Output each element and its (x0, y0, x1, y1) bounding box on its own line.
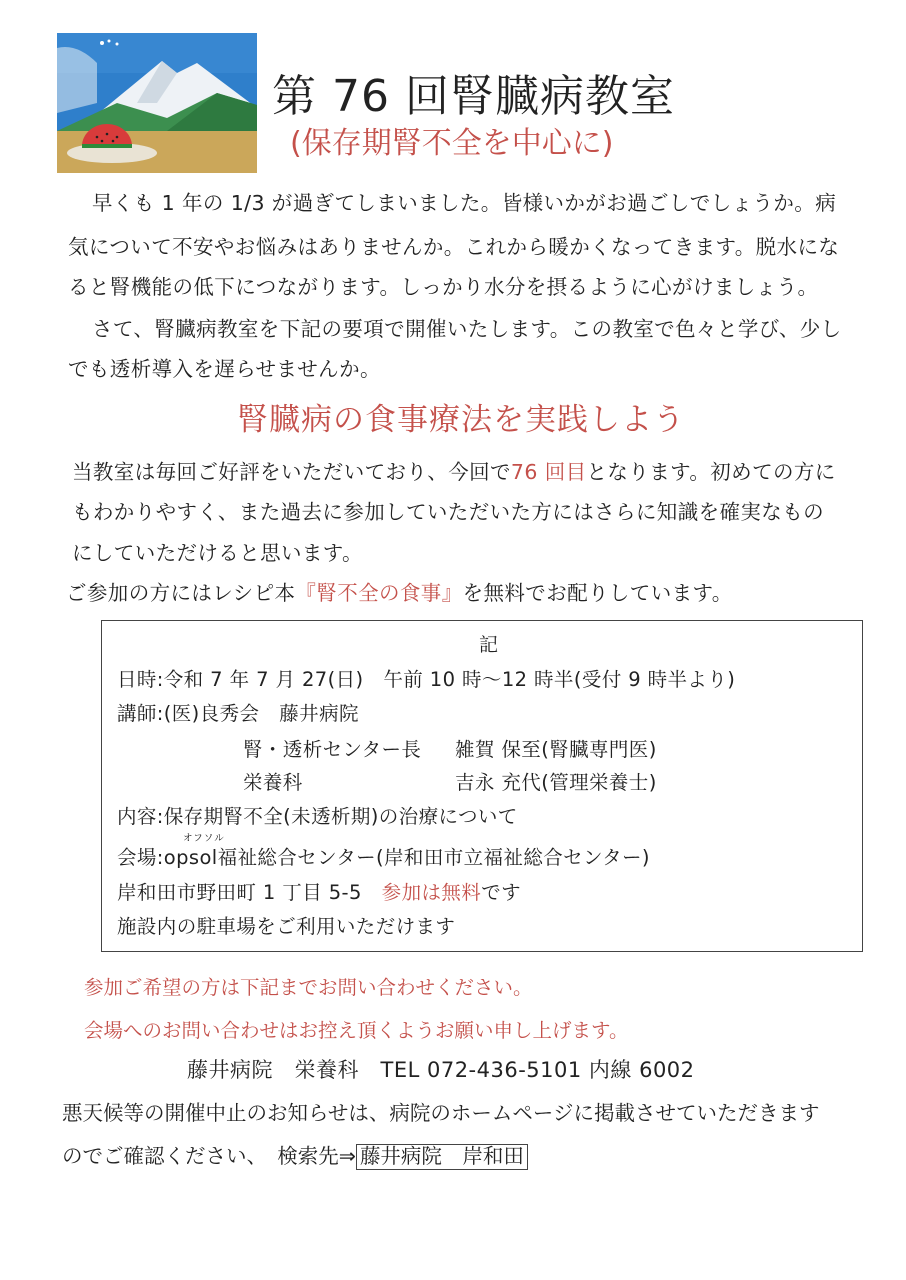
details-lecturer-org: 講師:(医)良秀会 藤井病院 (117, 702, 359, 725)
page-title: 第 76 回腎臓病教室 (272, 71, 675, 122)
intro-line: ると腎機能の低下につながります。しっかり水分を摂るように心がけましょう。 (68, 275, 819, 299)
details-date: 日時:令和 7 年 7 月 27(日) 午前 10 時～12 時半(受付 9 時半より) (117, 668, 736, 691)
description-line: もわかりやすく、また過去に参加していただいた方にはさらに知識を確実なもの (72, 500, 824, 524)
intro-line: さて、腎臓病教室を下記の要項で開催いたします。この教室で色々と学び、少し (92, 317, 842, 341)
description-line: にしていただけると思います。 (72, 541, 363, 565)
description-line (72, 455, 836, 485)
details-venue: 会場:opsol福祉総合センター(岸和田市立福祉総合センター) (117, 846, 650, 869)
details-parking: 施設内の駐車場をご利用いただけます (117, 915, 456, 938)
intro-line: 早くも 1 年の 1/3 が過ぎてしまいました。皆様いかがお過ごしでしょうか。病 (92, 191, 837, 215)
description-text: となります。初めての方に (586, 460, 836, 484)
search-terms-box: 藤井病院 岸和田 (356, 1144, 528, 1170)
contact-note: 参加ご希望の方は下記までお問い合わせください。 (84, 976, 533, 999)
intro-line: でも透析導入を遅らせませんか。 (68, 357, 381, 381)
page-subtitle: (保存期腎不全を中心に) (290, 126, 614, 161)
description-text: ご参加の方にはレシピ本 (66, 581, 296, 605)
details-lecturer-name: 雑賀 保至(腎臓専門医) (455, 738, 657, 761)
details-heading: 記 (479, 634, 499, 656)
details-content: 内容:保存期腎不全(未透析期)の治療について (117, 805, 518, 828)
contact-phone: 藤井病院 栄養科 TEL 072-436-5101 内線 6002 (187, 1058, 695, 1082)
description-line (66, 576, 733, 606)
recipe-book-title: 『腎不全の食事』 (295, 581, 463, 605)
venue-ruby: オフソル (183, 833, 225, 844)
intro-line: 気について不安やお悩みはありませんか。これから暖かくなってきます。脱水にな (68, 235, 840, 259)
details-lecturer-role: 腎・透析センター長 (243, 738, 422, 761)
details-lecturer-role: 栄養科 (243, 771, 303, 794)
section-heading: 腎臓病の食事療法を実践しよう (237, 402, 685, 438)
details-address (117, 877, 521, 905)
address-text: 岸和田市野田町 1 丁目 5-5 (117, 881, 362, 904)
watermelon-mountain-illustration (57, 33, 257, 173)
free-admission-suffix: です (481, 881, 521, 904)
description-text: 当教室は毎回ご好評をいただいており、今回で (72, 460, 511, 484)
details-lecturer-name: 吉永 充代(管理栄養士) (455, 771, 657, 794)
free-admission: 参加は無料 (381, 881, 482, 904)
description-text: を無料でお配りしています。 (462, 581, 733, 605)
session-number: 76 回目 (510, 460, 587, 484)
notice-line: 悪天候等の開催中止のお知らせは、病院のホームページに掲載させていただきます (62, 1101, 820, 1125)
notice-line (62, 1139, 528, 1170)
notice-text: のでご確認ください、 検索先⇒ (62, 1144, 356, 1168)
contact-note: 会場へのお問い合わせはお控え頂くようお願い申し上げます。 (84, 1019, 629, 1042)
